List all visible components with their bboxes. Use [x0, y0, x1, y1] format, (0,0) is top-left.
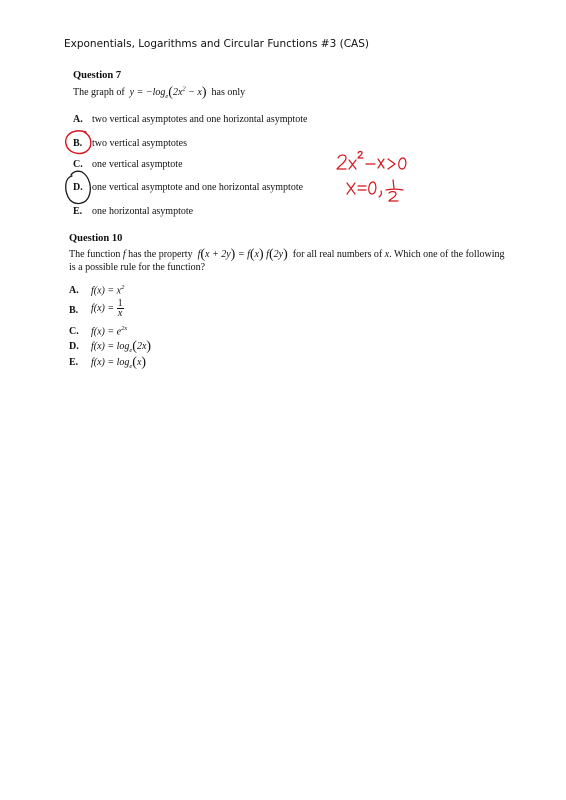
q10-option-a-expression[interactable]: $f(x) = x^2$	[91, 284, 125, 297]
q10-option-e-expression[interactable]: $f(x) = \log_e(x)$	[91, 355, 147, 370]
q10-option-d-letter[interactable]: D.	[69, 341, 79, 352]
question-7-stem-prefix: The graph of	[73, 87, 125, 98]
q10-stem-text-4: . Which one of the following	[389, 249, 505, 260]
q7-option-d-letter[interactable]: D.	[73, 182, 83, 193]
q10-property-equation: f(x + 2y) = f(x) f(2y)	[195, 247, 288, 262]
q10-stem-variable: x	[384, 249, 390, 260]
q7-option-b-letter[interactable]: B.	[73, 138, 83, 149]
q7-option-e-text[interactable]: one horizontal asymptote	[92, 206, 194, 217]
page-header-title: Exponentials, Logarithms and Circular Functions #3 (CAS)	[64, 38, 369, 50]
black-circle-option-d	[66, 171, 91, 203]
q7-option-a-text[interactable]: two vertical asymptotes and one horizontal asymptote	[92, 114, 308, 125]
red-handwritten-roots	[347, 180, 403, 201]
question-7-stem-suffix: has only	[211, 87, 246, 98]
red-circle-option-b	[66, 131, 91, 153]
q10-option-b-letter[interactable]: B.	[69, 305, 79, 316]
q10-stem-function-name: f	[122, 249, 126, 260]
question-10-title: Question 10	[69, 233, 123, 244]
q10-stem-text-1: The function	[69, 249, 121, 260]
q7-option-a-letter[interactable]: A.	[73, 114, 83, 125]
q7-option-e-letter[interactable]: E.	[73, 206, 83, 217]
question-7-title: Question 7	[73, 70, 122, 81]
q10-option-e-letter[interactable]: E.	[69, 357, 79, 368]
q10-stem-text-3: for all real numbers of	[292, 249, 383, 260]
question-7-equation: $y = -\log_e(2x^2 - x)$	[127, 85, 207, 100]
q7-option-c-text[interactable]: one vertical asymptote	[92, 159, 183, 170]
q7-option-d-text[interactable]: one vertical asymptote and one horizontal asymptote	[92, 182, 304, 193]
question-10-stem-line-2: is a possible rule for the function?	[69, 262, 206, 273]
q10-option-c-letter[interactable]: C.	[69, 326, 79, 337]
q7-option-b-text[interactable]: two vertical asymptotes	[92, 138, 187, 149]
q10-option-c-expression[interactable]: $f(x) = e^{2x}$	[91, 325, 128, 338]
q10-option-a-letter[interactable]: A.	[69, 285, 79, 296]
q7-option-c-letter[interactable]: C.	[73, 159, 83, 170]
q10-stem-text-2: has the property	[128, 249, 193, 260]
q10-option-b-expression[interactable]: f(x) = $\frac{1}{x}$	[91, 298, 123, 319]
red-handwritten-inequality	[337, 152, 406, 170]
q10-option-d-expression[interactable]: $f(x) = \log_e(2x)$	[91, 339, 152, 354]
